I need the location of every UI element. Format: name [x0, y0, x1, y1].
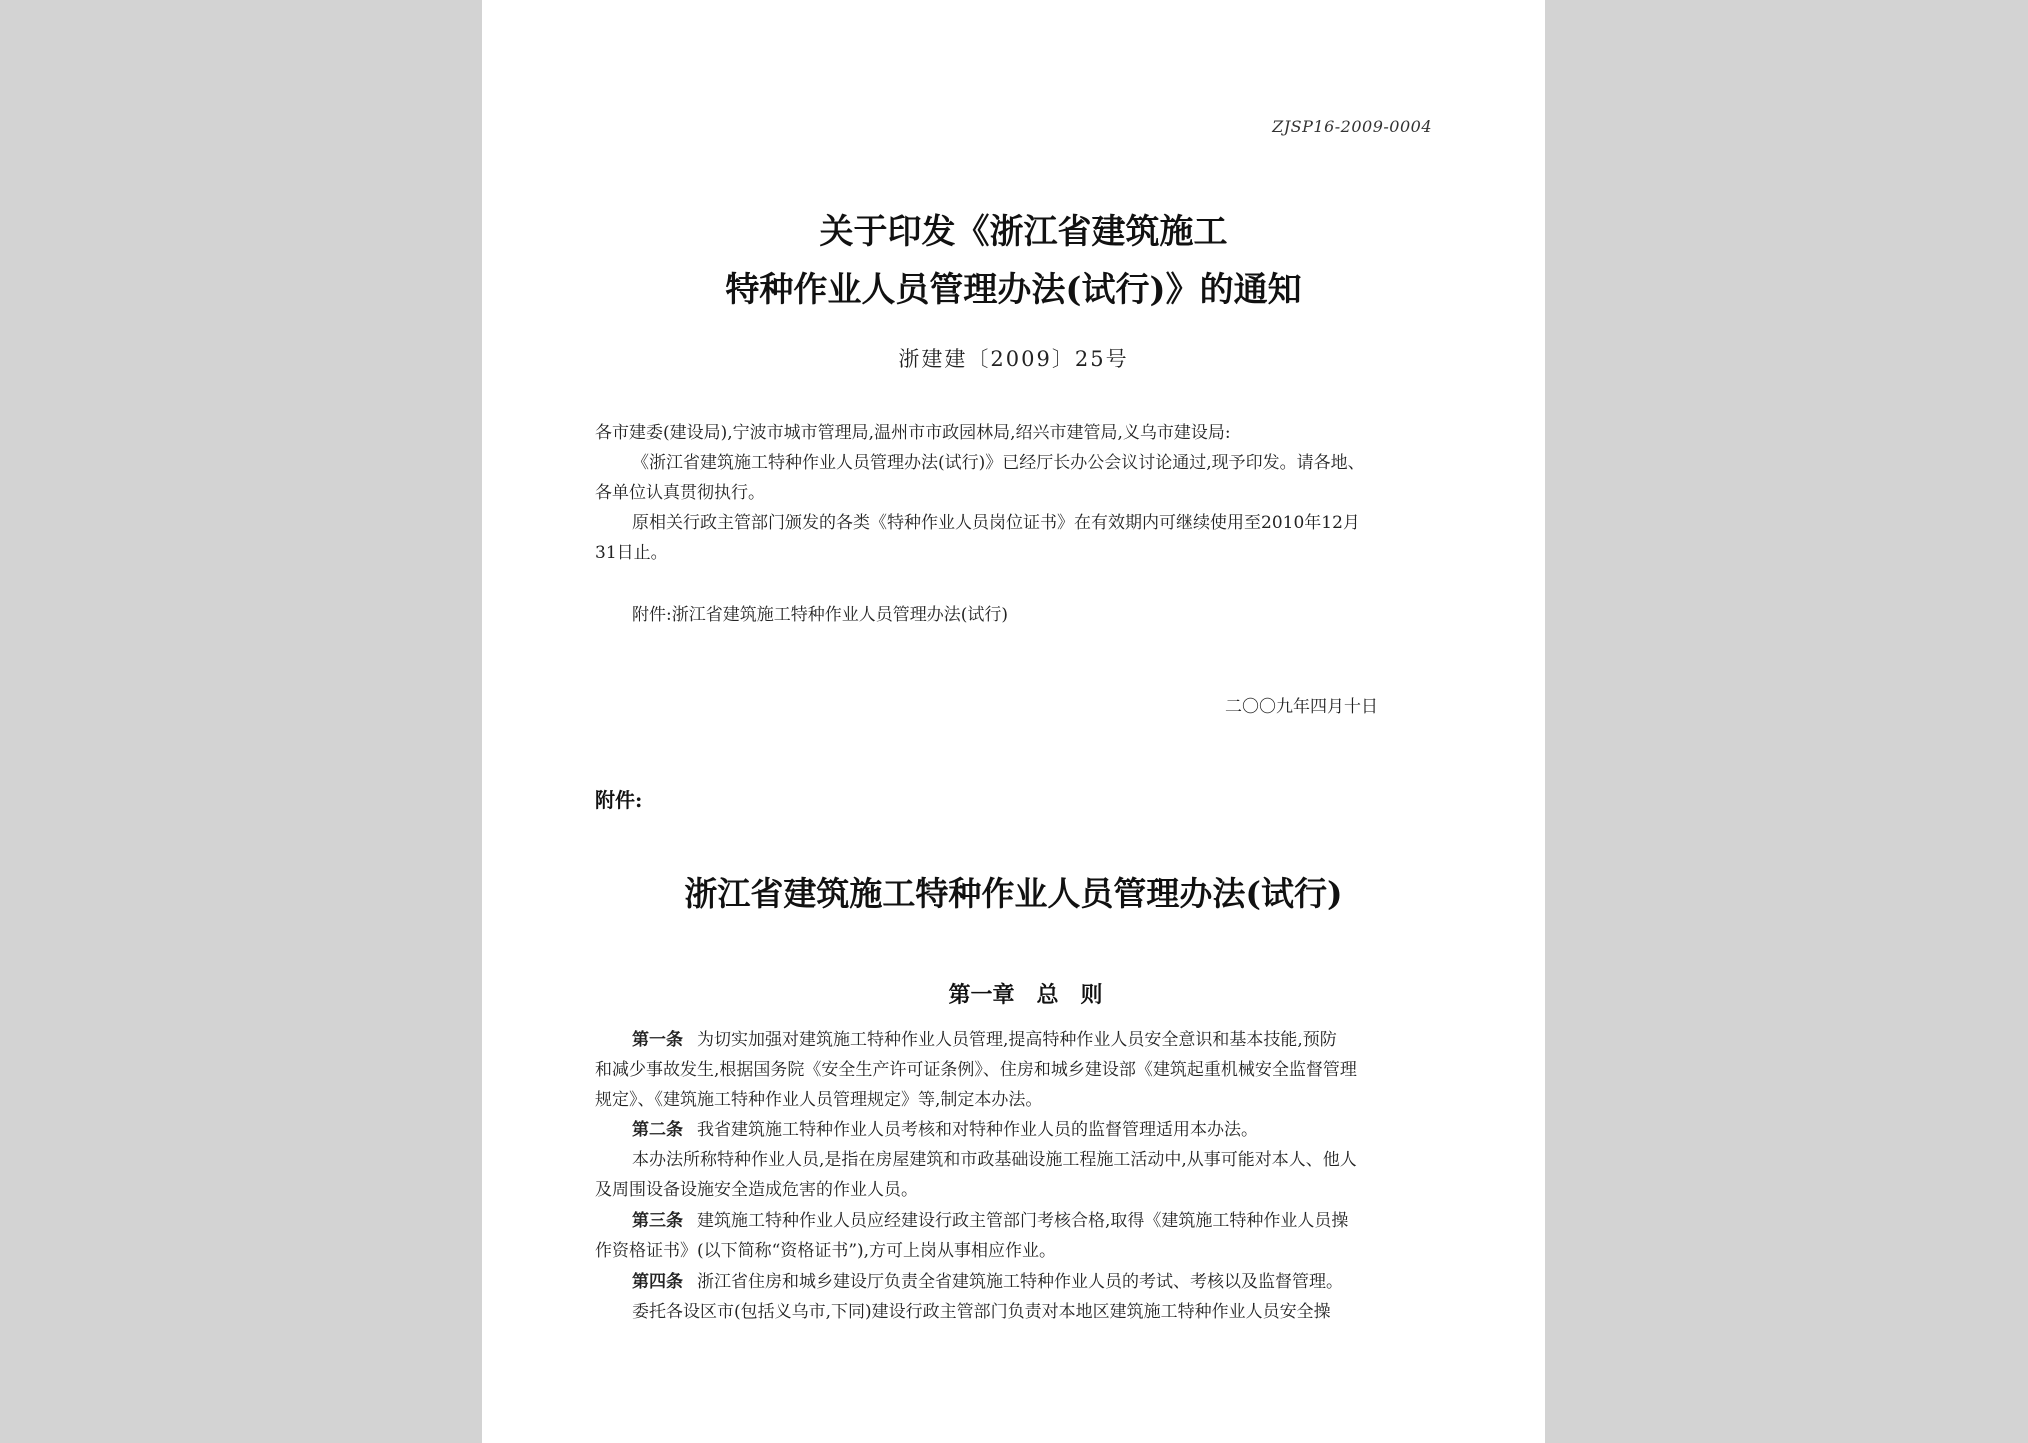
article-2-line1 — [632, 1115, 1258, 1145]
article-1-label: 第一条 — [632, 1030, 683, 1050]
article-2-para2-line2: 及周围设备设施安全造成危害的作业人员。 — [595, 1180, 918, 1200]
article-4-line1 — [632, 1267, 1343, 1297]
attachment-title: 浙江省建筑施工特种作业人员管理办法(试行) — [684, 874, 1343, 913]
notice-title-line2: 特种作业人员管理办法(试行)》的通知 — [725, 270, 1302, 310]
article-3-label: 第三条 — [632, 1211, 683, 1231]
recipients: 各市建委(建设局),宁波市城市管理局,温州市市政园林局,绍兴市建管局,义乌市建设局: — [595, 423, 1231, 443]
article-4-text: 浙江省住房和城乡建设厅负责全省建筑施工特种作业人员的考试、考核以及监督管理。 — [697, 1272, 1343, 1292]
article-3-text: 建筑施工特种作业人员应经建设行政主管部门考核合格,取得《建筑施工特种作业人员操 — [697, 1211, 1349, 1231]
attachment-reference: 附件:浙江省建筑施工特种作业人员管理办法(试行) — [632, 605, 1008, 625]
doc-code: ZJSP16-2009-0004 — [1272, 117, 1432, 136]
article-4-para2-line1: 委托各设区市(包括义乌市,下同)建设行政主管部门负责对本地区建筑施工特种作业人员安全操 — [632, 1302, 1331, 1322]
doc-number: 浙建建〔2009〕25号 — [898, 347, 1129, 371]
article-2-para2-line1: 本办法所称特种作业人员,是指在房屋建筑和市政基础设施工程施工活动中,从事可能对本人、他人 — [632, 1150, 1357, 1170]
notice-title-line1: 关于印发《浙江省建筑施工 — [819, 212, 1228, 252]
article-3-line1 — [632, 1206, 1348, 1236]
article-4-label: 第四条 — [632, 1272, 683, 1292]
notice-para2-line2: 31日止。 — [595, 543, 668, 563]
article-3-line2: 作资格证书》(以下简称“资格证书”),方可上岗从事相应作业。 — [595, 1241, 1057, 1261]
article-2-text: 我省建筑施工特种作业人员考核和对特种作业人员的监督管理适用本办法。 — [697, 1120, 1258, 1140]
notice-date: 二〇〇九年四月十日 — [1225, 697, 1378, 717]
notice-para2-line1: 原相关行政主管部门颁发的各类《特种作业人员岗位证书》在有效期内可继续使用至2010年12月 — [632, 513, 1360, 533]
article-1-line3: 规定》、《建筑施工特种作业人员管理规定》等,制定本办法。 — [595, 1090, 1043, 1110]
chapter-heading: 第一章 总 则 — [948, 982, 1103, 1008]
article-1-line1 — [632, 1025, 1337, 1055]
notice-para1-line1: 《浙江省建筑施工特种作业人员管理办法(试行)》已经厅长办公会议讨论通过,现予印发。请各地、 — [632, 453, 1365, 473]
document-page — [482, 0, 1545, 1443]
article-1-text: 为切实加强对建筑施工特种作业人员管理,提高特种作业人员安全意识和基本技能,预防 — [697, 1030, 1337, 1050]
article-1-line2: 和减少事故发生,根据国务院《安全生产许可证条例》、住房和城乡建设部《建筑起重机械安全监督管理 — [595, 1060, 1357, 1080]
notice-para1-line2: 各单位认真贯彻执行。 — [595, 483, 765, 503]
article-2-label: 第二条 — [632, 1120, 683, 1140]
attachment-label: 附件: — [595, 788, 643, 812]
